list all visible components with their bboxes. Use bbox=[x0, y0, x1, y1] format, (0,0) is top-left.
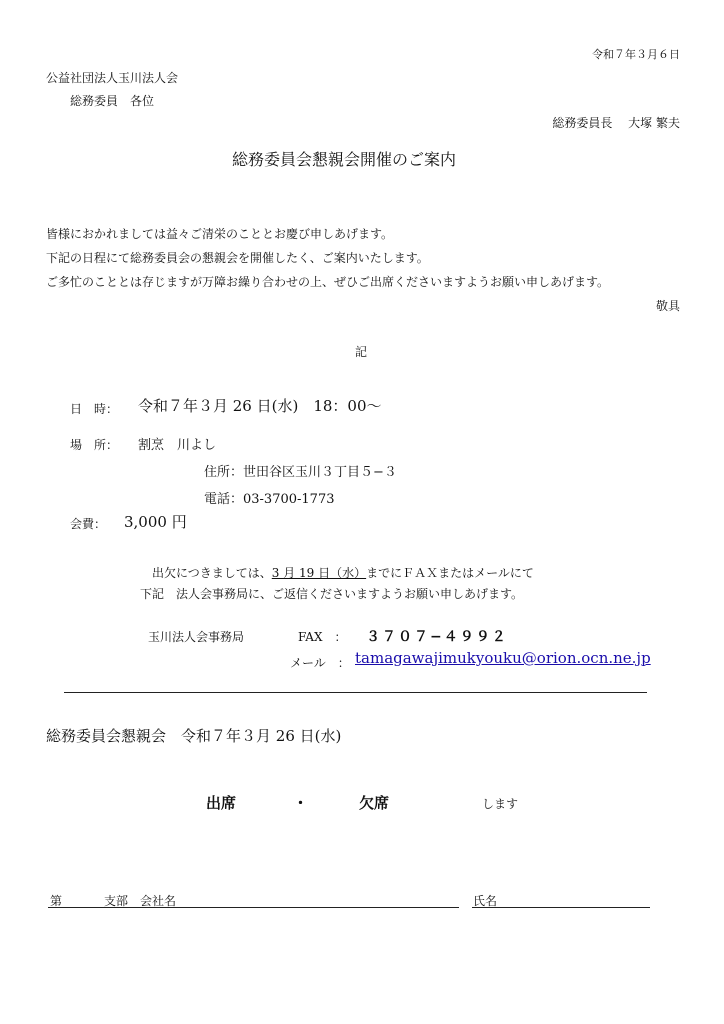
fax-label: FAX ： bbox=[298, 630, 347, 644]
sender: 総務委員長 大塚 繁夫 bbox=[552, 116, 680, 130]
place-address: 住所：世田谷区玉川３丁目５−３ bbox=[204, 465, 397, 480]
ki-marker: 記 bbox=[355, 345, 368, 359]
place-phone: 電話：03-3700-1773 bbox=[204, 492, 335, 507]
rsvp-line-1-after: までにＦＡＸまたはメールにて bbox=[366, 566, 534, 580]
rsvp-line-2: 下記 法人会事務局に、ご返信くださいますようお願い申しあげます。 bbox=[140, 587, 524, 601]
fax-number: ３７０７−４９９２ bbox=[366, 629, 508, 645]
datetime-value: 令和７年３月 26 日(水) 18：00〜 bbox=[138, 397, 382, 415]
body-line-3: ご多忙のこととは存じますが万障お繰り合わせの上、ぜひご出席くださいますようお願い申しあげます。 bbox=[46, 275, 610, 289]
reply-title: 総務委員会懇親会 令和７年３月 26 日(水) bbox=[46, 727, 342, 745]
reply-suffix: します bbox=[482, 797, 519, 811]
branch-suffix: 支部 bbox=[104, 894, 129, 908]
closing-keigu: 敬具 bbox=[655, 299, 680, 313]
recipient-committee: 総務委員 各位 bbox=[70, 94, 155, 108]
branch-prefix: 第 bbox=[50, 894, 63, 908]
email-link[interactable]: tamagawajimukyouku@orion.ocn.ne.jp bbox=[355, 649, 651, 667]
company-label: 会社名 bbox=[140, 894, 177, 908]
cut-divider bbox=[64, 692, 647, 693]
attend-option[interactable]: 出席 bbox=[206, 794, 237, 812]
rsvp-deadline: 3 月 19 日（水） bbox=[271, 566, 367, 580]
office-name: 玉川法人会事務局 bbox=[148, 630, 245, 644]
body-line-2: 下記の日程にて総務委員会の懇親会を開催したく、ご案内いたします。 bbox=[46, 251, 429, 265]
option-separator: ・ bbox=[293, 794, 309, 812]
name-field[interactable] bbox=[472, 907, 650, 908]
place-name: 割烹 川よし bbox=[138, 438, 217, 453]
place-label: 場 所： bbox=[70, 438, 119, 452]
absent-option[interactable]: 欠席 bbox=[359, 794, 390, 812]
rsvp-line-1 bbox=[152, 564, 534, 581]
branch-company-field[interactable] bbox=[48, 907, 459, 908]
document-date: 令和７年３月６日 bbox=[592, 48, 680, 61]
recipient-organization: 公益社団法人玉川法人会 bbox=[46, 71, 179, 85]
body-line-1: 皆様におかれましては益々ご清栄のこととお慶び申しあげます。 bbox=[46, 227, 394, 241]
page-title: 総務委員会懇親会開催のご案内 bbox=[232, 150, 457, 169]
fee-value: 3,000 円 bbox=[124, 513, 187, 531]
name-label: 氏名 bbox=[473, 894, 498, 908]
rsvp-line-1-before: 出欠につきましては、 bbox=[152, 566, 272, 580]
datetime-label: 日 時： bbox=[70, 402, 119, 416]
fee-label: 会費： bbox=[70, 517, 107, 531]
mail-label: メール ： bbox=[290, 656, 350, 670]
